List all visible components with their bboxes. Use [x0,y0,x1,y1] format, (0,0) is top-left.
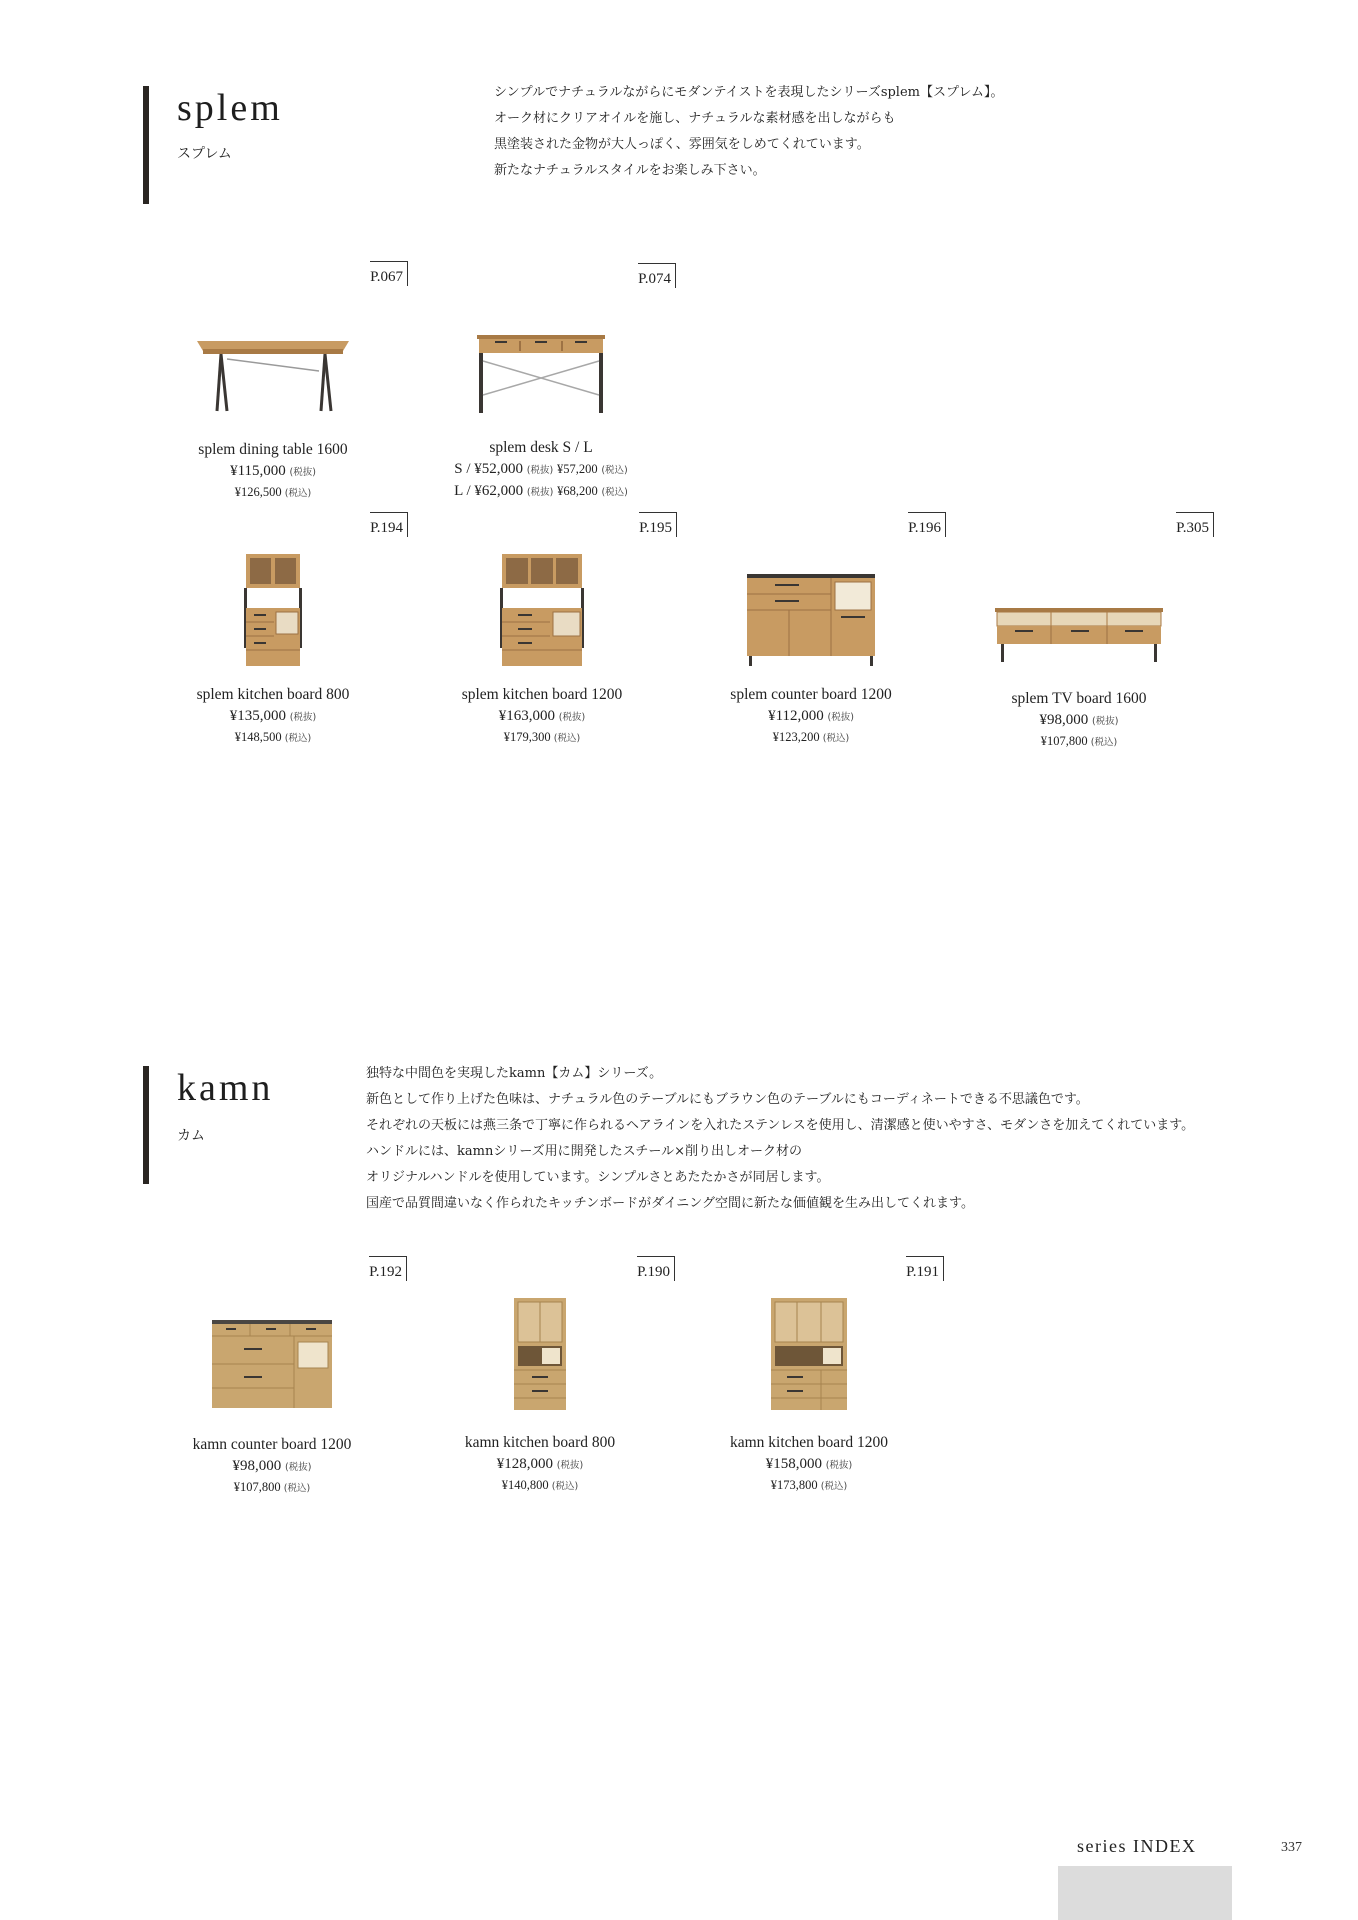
product-name: kamn counter board 1200 [192,1436,352,1453]
kamn-series-bar [143,1066,149,1184]
product-info [405,1432,675,1496]
page-number: 337 [1281,1840,1302,1855]
page-reference[interactable]: P.067 [370,261,408,286]
product-splem-desk[interactable] [406,263,676,513]
footer-grey-block [1058,1866,1232,1920]
kamn-series-kana: カム [177,1128,205,1144]
price-excl-tax: ¥115,000 [230,463,286,479]
page-reference[interactable]: P.190 [637,1256,675,1281]
price-excl-tax: ¥158,000 [765,1456,823,1472]
price-incl-tax: ¥126,500 [234,485,282,499]
kitchen-board-icon [407,552,677,668]
tax-note: (税込) [601,465,628,476]
tax-note: (税抜) [556,1460,584,1471]
product-splem-kitchen-board-800[interactable] [138,512,408,762]
tax-note: (税抜) [526,487,554,498]
price-excl-tax: ¥98,000 [232,1458,282,1474]
product-info [406,437,676,503]
description-line: 黒塗装された金物が大人っぽく、雰囲気をしめてくれています。 [494,137,870,152]
product-splem-counter-board-1200[interactable] [676,512,946,762]
product-info [674,1432,944,1496]
tax-note: (税込) [822,733,850,744]
tax-note: (税抜) [526,465,554,476]
price-incl-tax: ¥179,300 [503,730,551,744]
price-excl-tax: ¥163,000 [498,708,556,724]
product-info [138,439,408,503]
tax-note: (税抜) [827,712,854,723]
tax-note: (税込) [820,1481,848,1492]
kitchen-board-icon [138,552,408,668]
tax-note: (税抜) [1092,716,1119,727]
product-info [137,1434,407,1498]
product-name: splem kitchen board 1200 [461,686,623,703]
tv-board-icon [944,582,1214,666]
tax-note: (税込) [283,1483,311,1494]
counter-board-icon [137,1314,407,1410]
tax-note: (税抜) [289,467,316,478]
product-name: splem counter board 1200 [730,686,892,703]
price-large-excl-tax: L / ¥62,000 [454,483,524,499]
splem-series-title: splem [177,87,283,129]
description-line: 国産で品質間違いなく作られたキッチンボードがダイニング空間に新たな価値観を生み出してくれます。 [366,1196,975,1211]
counter-board-icon [676,572,946,668]
product-name: splem dining table 1600 [198,441,348,458]
tax-note: (税抜) [558,712,586,723]
product-kamn-counter-board-1200[interactable] [137,1256,407,1506]
kamn-series-title: kamn [177,1067,274,1109]
kitchen-board-icon [674,1296,944,1412]
tax-note: (税込) [601,487,628,498]
description-line: ハンドルには、kamnシリーズ用に開発したスチール×削り出しオーク材の [366,1144,803,1159]
splem-series-kana: スプレム [177,146,232,162]
product-splem-dining-table[interactable] [138,261,408,511]
kitchen-board-icon [405,1296,675,1412]
price-incl-tax: ¥107,800 [233,1480,281,1494]
product-splem-tv-board-1600[interactable] [944,512,1214,762]
price-large-incl-tax: ¥68,200 [557,484,598,498]
description-line: それぞれの天板には燕三条で丁寧に作られるヘアラインを入れたステンレスを使用し、清潔感と使いやすさ、モダンさを加えてくれています。 [366,1118,1195,1133]
footer-series-index: series INDEX [1077,1836,1197,1856]
product-info [407,684,677,748]
dining-table-icon [138,305,408,413]
price-excl-tax: ¥112,000 [768,708,824,724]
page-reference[interactable]: P.305 [1176,512,1214,537]
price-excl-tax: ¥128,000 [496,1456,554,1472]
page-reference[interactable]: P.194 [370,512,408,537]
product-name: splem desk S / L [489,439,593,456]
product-name: splem kitchen board 800 [196,686,350,703]
product-name: kamn kitchen board 1200 [730,1434,888,1451]
description-line: オリジナルハンドルを使用しています。シンプルさとあたたかさが同居します。 [366,1170,830,1185]
description-line: シンプルでナチュラルながらにモダンテイストを表現したシリーズsplem【スプレム】。 [494,85,1004,100]
description-line: 新色として作り上げた色味は、ナチュラル色のテーブルにもブラウン色のテーブルにもコーディネートできる不思議色です。 [366,1092,1089,1107]
tax-note: (税込) [1090,737,1118,748]
kamn-description [366,1061,1194,1217]
price-incl-tax: ¥123,200 [772,730,820,744]
tax-note: (税抜) [285,1462,312,1473]
desk-icon [406,307,676,415]
product-name: splem TV board 1600 [1011,690,1147,707]
product-kamn-kitchen-board-1200[interactable] [674,1256,944,1506]
price-incl-tax: ¥140,800 [501,1478,549,1492]
page-reference[interactable]: P.192 [369,1256,407,1281]
page-reference[interactable]: P.074 [638,263,676,288]
tax-note: (税抜) [289,712,317,723]
tax-note: (税抜) [825,1460,853,1471]
product-info [944,688,1214,752]
price-small-excl-tax: S / ¥52,000 [454,461,524,477]
description-line: 独特な中間色を実現したkamn【カム】シリーズ。 [366,1066,663,1081]
tax-note: (税込) [551,1481,579,1492]
price-small-incl-tax: ¥57,200 [556,462,598,476]
price-excl-tax: ¥98,000 [1039,712,1089,728]
product-kamn-kitchen-board-800[interactable] [405,1256,675,1506]
tax-note: (税込) [284,488,312,499]
product-name: kamn kitchen board 800 [464,1434,616,1451]
price-incl-tax: ¥173,800 [770,1478,818,1492]
price-incl-tax: ¥148,500 [234,730,282,744]
splem-description [494,80,1003,184]
tax-note: (税込) [284,733,312,744]
description-line: 新たなナチュラルスタイルをお楽しみ下さい。 [494,163,766,178]
page-reference[interactable]: P.196 [908,512,946,537]
price-incl-tax: ¥107,800 [1040,734,1088,748]
splem-series-bar [143,86,149,204]
product-info [138,684,408,748]
page-reference[interactable]: P.191 [906,1256,944,1281]
description-line: オーク材にクリアオイルを施し、ナチュラルな素材感を出しながらも [494,111,896,126]
product-info [676,684,946,748]
tax-note: (税込) [553,733,581,744]
price-excl-tax: ¥135,000 [229,708,287,724]
page-reference[interactable]: P.195 [639,512,677,537]
product-splem-kitchen-board-1200[interactable] [407,512,677,762]
